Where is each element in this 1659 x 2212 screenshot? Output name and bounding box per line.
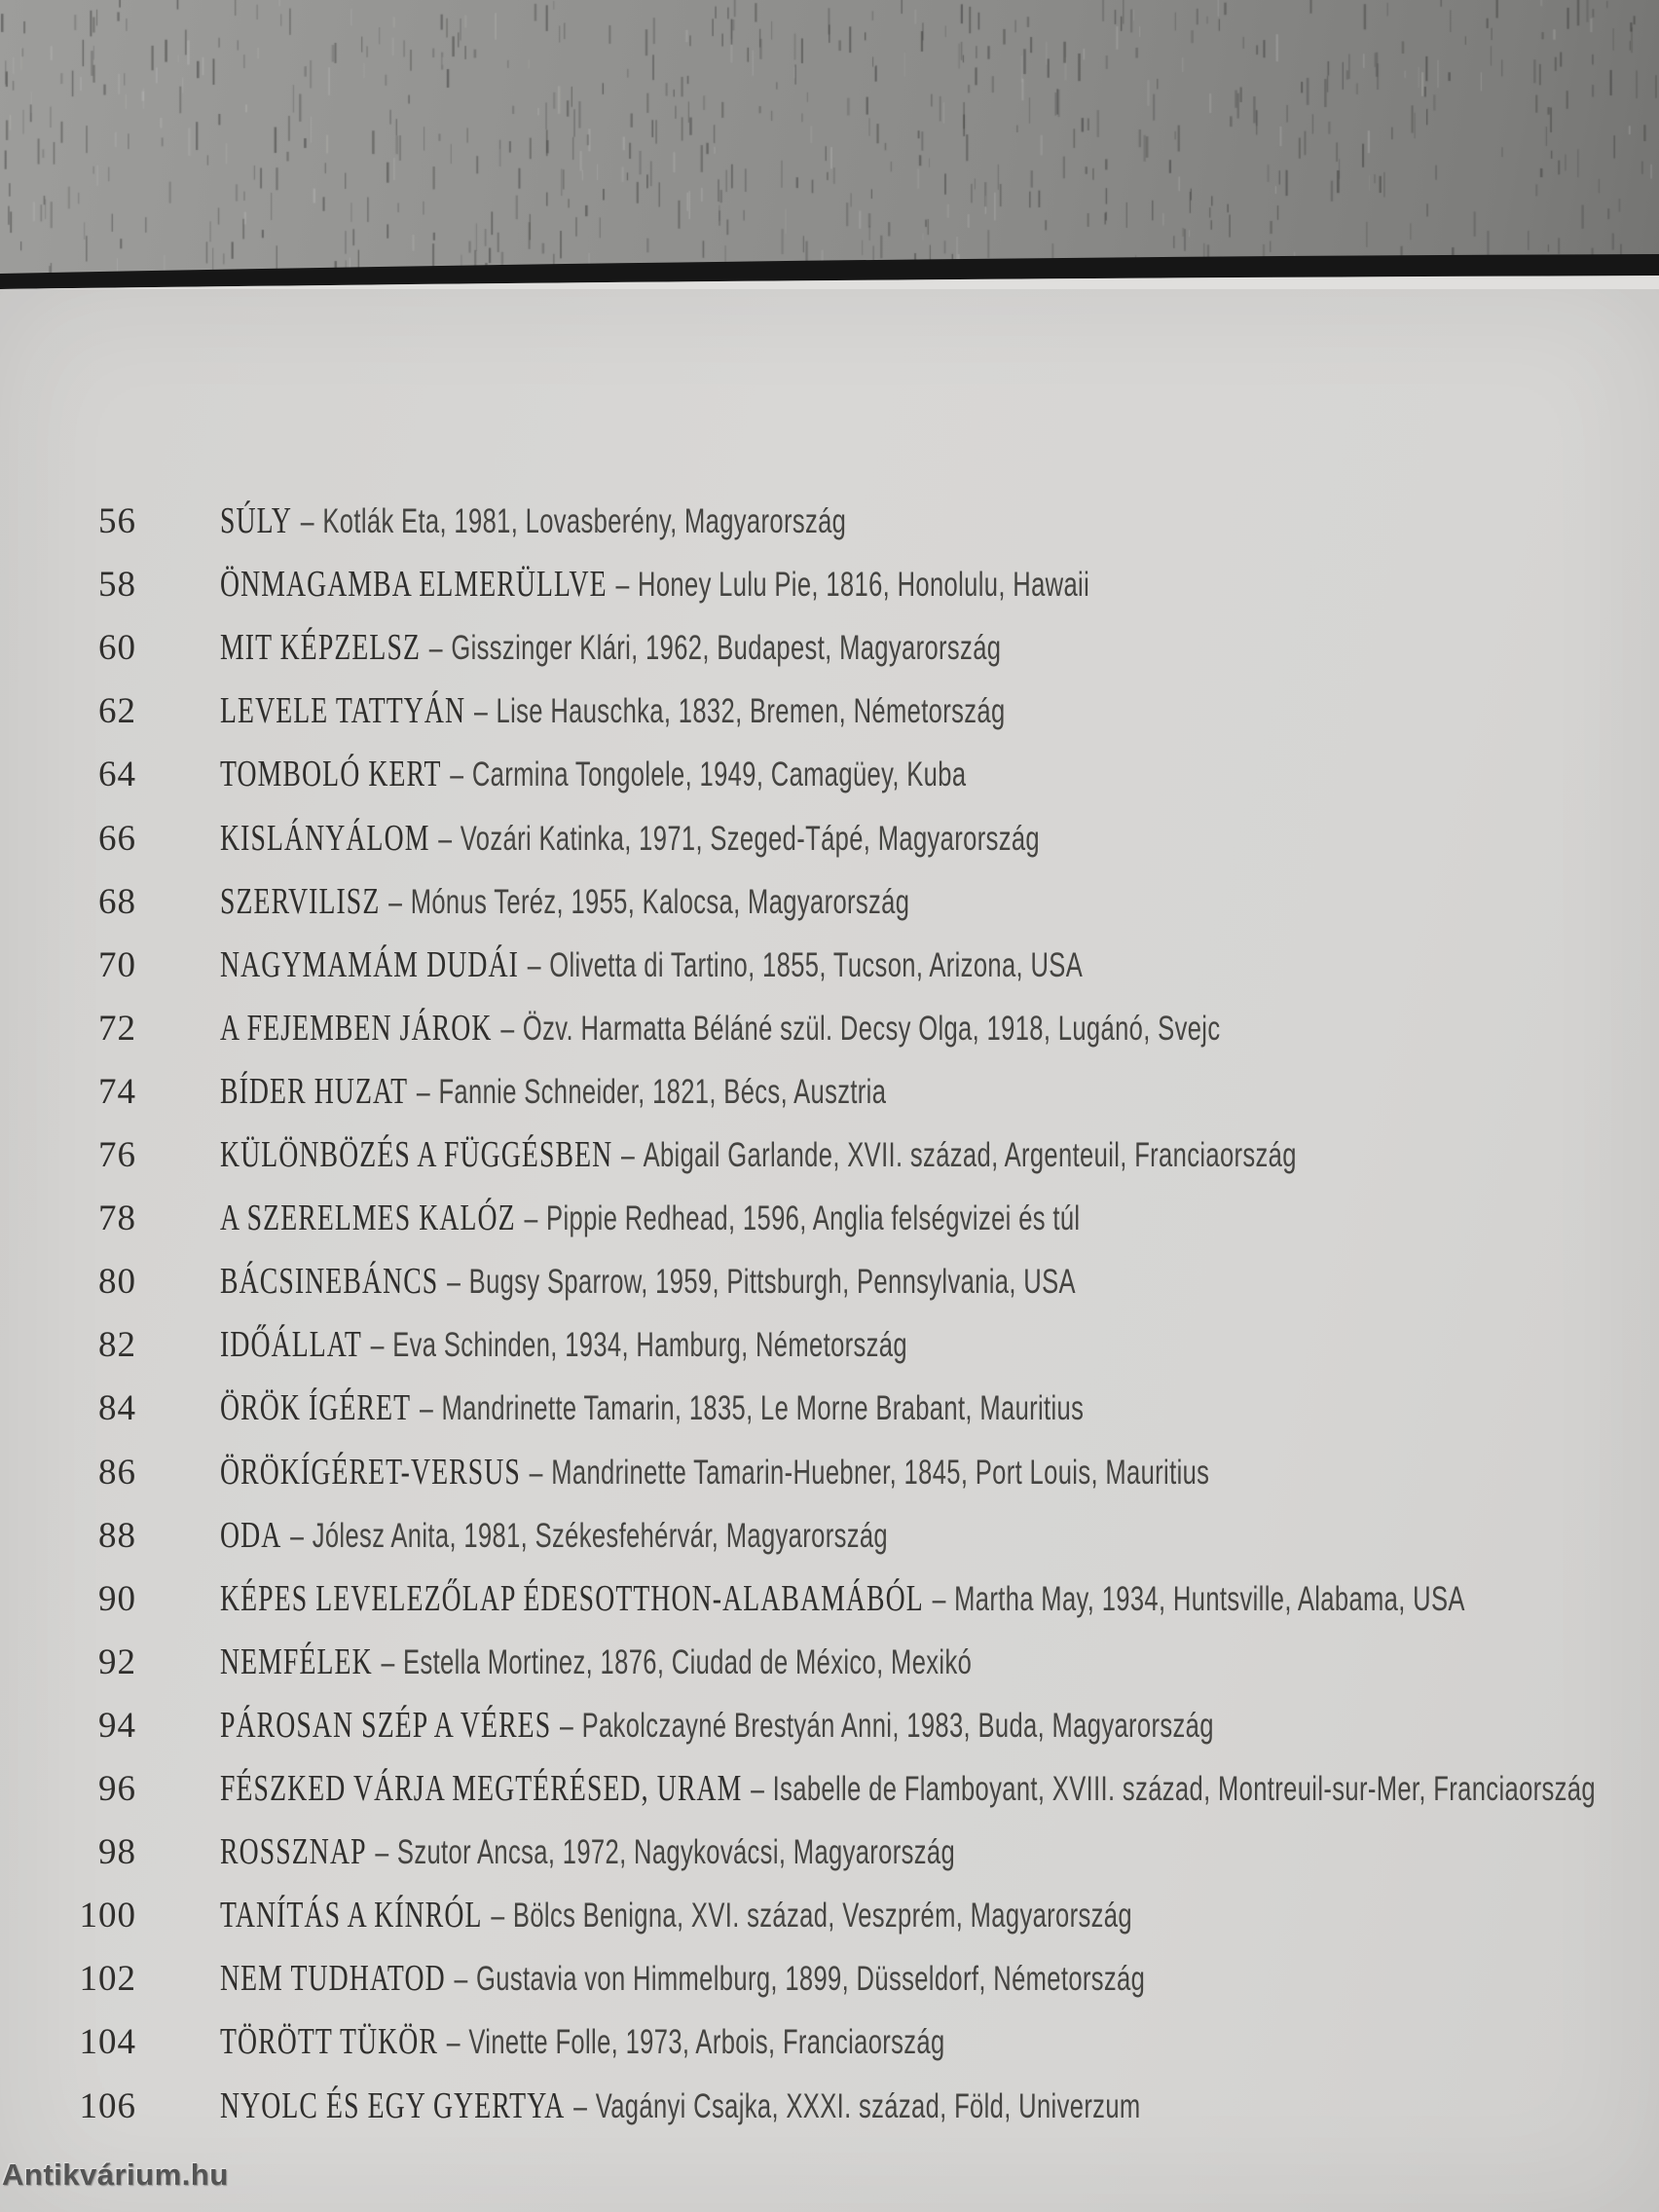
toc-entry-separator: – [300, 503, 314, 540]
toc-entry-detail: Gisszinger Klári, 1962, Budapest, Magyarország [451, 629, 1002, 668]
toc-entry-page-number: 82 [98, 1325, 136, 1366]
toc-entry-separator: – [524, 1200, 538, 1238]
toc-entry-page-number: 62 [98, 691, 136, 732]
toc-entry-detail: Estella Mortinez, 1876, Ciudad de México, Mexikó [403, 1642, 973, 1681]
toc-entry-text [220, 1187, 1080, 1257]
toc-entry-page-number: 88 [98, 1515, 136, 1556]
toc-entry-page-number: 56 [98, 501, 136, 541]
toc-entry-text [220, 934, 1083, 1004]
toc-entry-title: KISLÁNYÁLOM [220, 817, 430, 859]
toc-entry-detail: Eva Schinden, 1934, Hamburg, Németország [392, 1326, 907, 1365]
toc-entry-text [220, 1947, 1145, 2017]
toc-entry-text [220, 1441, 1209, 1511]
toc-entry-page-number: 64 [98, 755, 136, 795]
toc-entry-text [220, 616, 1001, 686]
toc-entry-title: KÉPES LEVELEZŐLAP ÉDESOTTHON-ALABAMÁBÓL [220, 1577, 924, 1619]
toc-entry-title: PÁROSAN SZÉP A VÉRES [220, 1704, 552, 1746]
toc-entry-title: KÜLÖNBÖZÉS A FÜGGÉSBEN [220, 1134, 613, 1175]
toc-entry-separator: – [573, 2087, 587, 2125]
toc-entry-separator: – [416, 1073, 430, 1111]
toc-entry-detail: Vagányi Csajka, XXXI. század, Föld, Univerzum [595, 2086, 1141, 2125]
toc-entry-page-number: 58 [98, 565, 136, 606]
toc-entry-separator: – [419, 1390, 433, 1428]
toc-entry-title: ÖRÖKÍGÉRET-VERSUS [220, 1451, 521, 1493]
toc-entry-text [220, 2075, 1141, 2145]
toc-entry-separator: – [491, 1898, 505, 1936]
toc-entry-detail: Pippie Redhead, 1596, Anglia felségvizei és túl [546, 1199, 1081, 1238]
toc-entry-text [220, 1250, 1076, 1320]
toc-entry-title: TÖRÖTT TÜKÖR [220, 2021, 439, 2063]
toc-entry-title: TOMBOLÓ KERT [220, 754, 442, 795]
toc-entry-detail: Kotlák Eta, 1981, Lovasberény, Magyarország [322, 502, 847, 540]
toc-entry-separator: – [473, 693, 488, 731]
toc-entry-title: TANÍTÁS A KÍNRÓL [220, 1895, 483, 1936]
toc-entry [0, 807, 1659, 870]
toc-entry-text [220, 680, 1006, 750]
toc-entry-title: ROSSZNAP [220, 1831, 367, 1873]
toc-entry [0, 934, 1659, 997]
toc-entry-title: SÚLY [220, 500, 293, 541]
toc-entry-separator: – [500, 1010, 515, 1048]
toc-entry [0, 870, 1659, 934]
watermark: Antikvárium.hu [2, 2157, 229, 2192]
toc-entry-title: ÖNMAGAMBA ELMERÜLLVE [220, 564, 608, 606]
toc-entry-detail: Honey Lulu Pie, 1816, Honolulu, Hawaii [638, 566, 1090, 605]
toc-entry [0, 680, 1659, 743]
toc-entry-separator: – [375, 1834, 389, 1872]
toc-entry-title: LEVELE TATTYÁN [220, 690, 466, 732]
toc-entry [0, 2010, 1659, 2074]
toc-entry-title: IDŐÁLLAT [220, 1324, 362, 1366]
toc-entry [0, 1504, 1659, 1567]
toc-entry-page-number: 68 [98, 881, 136, 922]
toc-entry-detail: Mandrinette Tamarin-Huebner, 1845, Port Louis, Mauritius [551, 1453, 1210, 1492]
toc-entry-title: NAGYMAMÁM DUDÁI [220, 943, 519, 985]
toc-entry-page-number: 96 [98, 1769, 136, 1809]
toc-entry-text [220, 2010, 945, 2081]
toc-entry-page-number: 104 [79, 2022, 136, 2063]
toc-entry-page-number: 98 [98, 1832, 136, 1873]
toc-entry-separator: – [446, 2024, 461, 2062]
toc-entry-detail: Lise Hauschka, 1832, Bremen, Németország [496, 692, 1006, 731]
toc-entry-detail: Abigail Garlande, XVII. század, Argenteuil, Franciaország [643, 1136, 1297, 1174]
toc-entry-page-number: 100 [79, 1896, 136, 1936]
toc-entry-separator: – [621, 1137, 635, 1174]
toc-entry-page-number: 66 [98, 818, 136, 859]
toc-entry-text [220, 807, 1040, 877]
toc-entry-page-number: 70 [98, 944, 136, 985]
toc-entry-separator: – [751, 1771, 764, 1808]
toc-entry [0, 1377, 1659, 1440]
toc-entry-page-number: 106 [79, 2085, 136, 2126]
toc-entry-text [220, 1060, 886, 1130]
toc-entry-text [220, 1631, 972, 1701]
toc-entry-text [220, 553, 1089, 623]
toc-entry-page-number: 72 [98, 1008, 136, 1049]
toc-entry-detail: Fannie Schneider, 1821, Bécs, Ausztria [438, 1072, 887, 1111]
toc-entry-title: A SZERELMES KALÓZ [220, 1198, 516, 1239]
toc-entry-title: NYOLC ÉS EGY GYERTYA [220, 2084, 566, 2126]
toc-entry-page-number: 92 [98, 1641, 136, 1682]
toc-entry [0, 1060, 1659, 1124]
toc-entry-page-number: 76 [98, 1135, 136, 1175]
toc-entry-page-number: 80 [98, 1262, 136, 1303]
toc-entry-title: BÁCSINEBÁNCS [220, 1261, 439, 1303]
toc-entry [0, 1757, 1659, 1821]
toc-entry-separator: – [370, 1327, 385, 1365]
toc-entry-detail: Özv. Harmatta Béláné szül. Decsy Olga, 1918, Lugánó, Svejc [522, 1009, 1221, 1048]
toc-entry [0, 1313, 1659, 1377]
toc-entry-separator: – [454, 1961, 468, 1999]
toc-entry [0, 1631, 1659, 1694]
toc-entry-detail: Vinette Folle, 1973, Arbois, Franciaország [468, 2023, 945, 2062]
toc-entry-page-number: 90 [98, 1578, 136, 1619]
toc-entry-title: SZERVILISZ [220, 880, 381, 922]
toc-entry-separator: – [529, 1454, 543, 1492]
toc-entry-detail: Bölcs Benigna, XVI. század, Veszprém, Magyarország [512, 1897, 1132, 1936]
toc-entry-text [220, 997, 1220, 1067]
toc-entry-page-number: 94 [98, 1705, 136, 1746]
toc-entry-title: NEM TUDHATOD [220, 1958, 446, 2000]
toc-entry [0, 553, 1659, 616]
toc-entry-detail: Isabelle de Flamboyant, XVIII. század, Montreuil-sur-Mer, Franciaország [772, 1770, 1596, 1808]
toc-entry-text [220, 1821, 955, 1891]
toc-entry-page-number: 84 [98, 1388, 136, 1429]
toc-entry [0, 2075, 1659, 2138]
toc-entry-detail: Pakolczayné Brestyán Anni, 1983, Buda, Magyarország [581, 1706, 1214, 1745]
toc-entry-text [220, 1694, 1214, 1764]
toc-entry [0, 1947, 1659, 2010]
toc-entry-title: NEMFÉLEK [220, 1641, 373, 1682]
toc-entry [0, 490, 1659, 553]
toc-entry-text [220, 1504, 888, 1574]
toc-entry-text [220, 1313, 907, 1383]
toc-entry-page-number: 86 [98, 1452, 136, 1493]
toc-entry [0, 743, 1659, 806]
toc-entry-separator: – [290, 1517, 304, 1555]
toc-entry-separator: – [559, 1707, 573, 1745]
toc-entry-separator: – [615, 567, 630, 605]
toc-entry [0, 1187, 1659, 1250]
toc-entry [0, 1567, 1659, 1631]
toc-entry-detail: Carmina Tongolele, 1949, Camagüey, Kuba [471, 756, 967, 794]
toc-entry-text [220, 1124, 1297, 1194]
toc-entry [0, 997, 1659, 1060]
toc-entry-title: ODA [220, 1514, 282, 1556]
toc-entry [0, 1694, 1659, 1757]
toc-entry-detail: Olivetta di Tartino, 1855, Tucson, Arizona, USA [549, 945, 1084, 984]
toc-entry-text [220, 1757, 1596, 1827]
toc-entry [0, 1821, 1659, 1884]
toc-entry-separator: – [428, 630, 443, 668]
toc-entry-page-number: 78 [98, 1198, 136, 1239]
toc-entry [0, 1884, 1659, 1947]
toc-entry-detail: Martha May, 1934, Huntsville, Alabama, USA [954, 1579, 1465, 1618]
toc-entry-page-number: 60 [98, 628, 136, 669]
toc-entry-detail: Gustavia von Himmelburg, 1899, Düsseldorf, Németország [476, 1960, 1146, 1999]
toc-entry [0, 1250, 1659, 1313]
toc-entry-text [220, 1567, 1465, 1638]
toc-entry [0, 616, 1659, 680]
toc-entry-detail: Mandrinette Tamarin, 1835, Le Morne Brabant, Mauritius [441, 1389, 1085, 1428]
toc-entry-separator: – [527, 946, 541, 984]
toc-entry-page-number: 102 [79, 1959, 136, 2000]
toc-entry-separator: – [438, 820, 453, 858]
toc-entry-detail: Mónus Teréz, 1955, Kalocsa, Magyarország [410, 882, 910, 921]
toc-entry-separator: – [388, 883, 402, 921]
toc-entry [0, 1124, 1659, 1187]
toc-entry-separator: – [447, 1264, 461, 1302]
toc-entry-detail: Bugsy Sparrow, 1959, Pittsburgh, Pennsylvania, USA [468, 1263, 1076, 1302]
toc-entry-detail: Szutor Ancsa, 1972, Nagykovácsi, Magyarország [396, 1833, 956, 1872]
toc-entry-title: A FEJEMBEN JÁROK [220, 1007, 493, 1049]
toc-entry-text [220, 490, 846, 560]
toc-entry-title: ÖRÖK ÍGÉRET [220, 1387, 412, 1429]
toc-entry-text [220, 870, 909, 940]
toc-entry-text [220, 743, 966, 813]
toc-entry-title: MIT KÉPZELSZ [220, 627, 422, 669]
toc-entry [0, 1441, 1659, 1504]
toc-entry-detail: Jólesz Anita, 1981, Székesfehérvár, Magyarország [312, 1516, 889, 1555]
toc-entry-title: FÉSZKED VÁRJA MEGTÉRÉSED, URAM [220, 1768, 743, 1809]
toc-entry-title: BÍDER HUZAT [220, 1070, 409, 1112]
toc-entry-text [220, 1377, 1084, 1447]
toc-entry-separator: – [381, 1643, 395, 1681]
toc-entry-detail: Vozári Katinka, 1971, Szeged-Tápé, Magyarország [460, 819, 1040, 858]
toc-entry-text [220, 1884, 1132, 1954]
toc-entry-separator: – [932, 1580, 946, 1618]
toc-entry-separator: – [450, 756, 464, 794]
toc-entry-page-number: 74 [98, 1071, 136, 1112]
